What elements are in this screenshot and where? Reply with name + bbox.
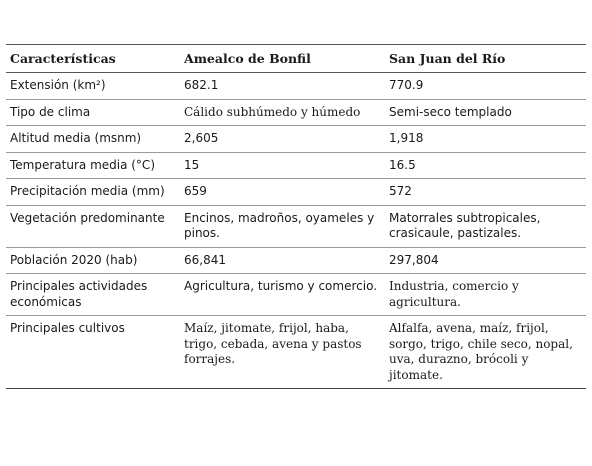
table-row [6,99,586,126]
san-juan-value: Alfalfa, avena, maíz, frijol, sorgo, trigo, chile seco, nopal, uva, durazno, brócoli y jitomate. [385,316,586,389]
san-juan-value: 572 [385,179,586,206]
header-amealco: Amealco de Bonfil [180,45,385,73]
san-juan-value: 770.9 [385,73,586,100]
row-label: Altitud media (msnm) [6,126,180,153]
row-label: Población 2020 (hab) [6,247,180,274]
row-label: Precipitación media (mm) [6,179,180,206]
table-row [6,73,586,100]
table-row [6,205,586,247]
amealco-value: Encinos, madroños, oyameles y pinos. [180,205,385,247]
table-row [6,274,586,316]
row-label: Principales cultivos [6,316,180,389]
table-header-row [6,45,586,73]
san-juan-value: 297,804 [385,247,586,274]
row-label: Temperatura media (°C) [6,152,180,179]
row-label: Extensión (km²) [6,73,180,100]
amealco-value: 66,841 [180,247,385,274]
san-juan-value: Semi-seco templado [385,99,586,126]
san-juan-value: Industria, comercio y agricultura. [385,274,586,316]
row-label: Principales actividades económicas [6,274,180,316]
header-caracteristicas: Características [6,45,180,73]
header-san-juan: San Juan del Río [385,45,586,73]
comparison-table-container [6,44,586,389]
row-label: Vegetación predominante [6,205,180,247]
amealco-value: Maíz, jitomate, frijol, haba, trigo, cebada, avena y pastos forrajes. [180,316,385,389]
row-label: Tipo de clima [6,99,180,126]
amealco-value: Agricultura, turismo y comercio. [180,274,385,316]
amealco-value: 2,605 [180,126,385,153]
amealco-value: 682.1 [180,73,385,100]
san-juan-value: 1,918 [385,126,586,153]
amealco-value: 659 [180,179,385,206]
table-row [6,316,586,389]
table-row [6,247,586,274]
amealco-value: 15 [180,152,385,179]
table-row [6,126,586,153]
comparison-table [6,44,586,389]
san-juan-value: 16.5 [385,152,586,179]
san-juan-value: Matorrales subtropicales, crasicaule, pastizales. [385,205,586,247]
table-row [6,152,586,179]
table-row [6,179,586,206]
amealco-value: Cálido subhúmedo y húmedo [180,99,385,126]
